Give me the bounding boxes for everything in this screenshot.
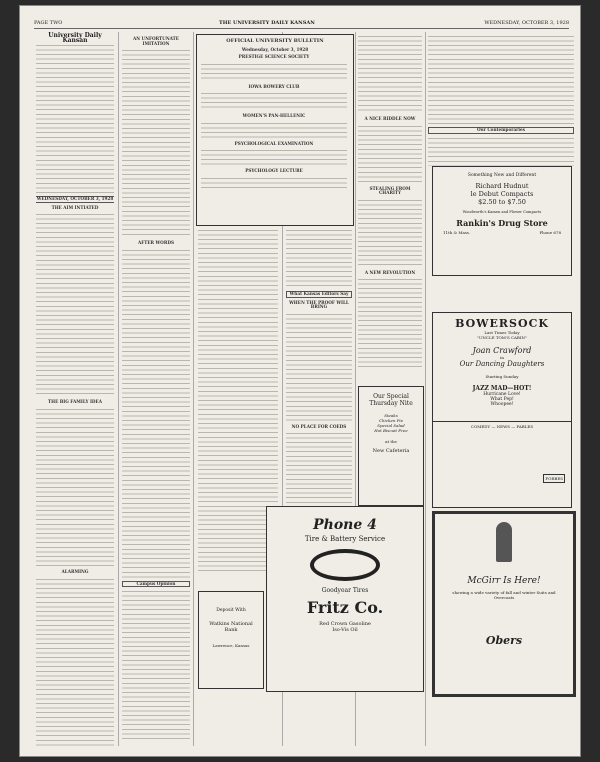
article-column-5: [358, 34, 422, 384]
special-item: Special Salad: [377, 423, 405, 428]
rankin-line: Something New and Different: [467, 173, 537, 178]
fritz-oil: Iso-Vis Oil: [332, 627, 358, 633]
fritz-phone: Phone 4: [313, 517, 377, 533]
rankin-brand: Richard Hudnut: [475, 182, 529, 190]
contemporaries-head: Our Contemporaries: [428, 127, 574, 134]
rankin-note: Woodworth's Kamen and Flower Compacts: [462, 210, 542, 214]
bank-name: Watkins National: [209, 621, 253, 627]
bulletin-title: OFFICIAL UNIVERSITY BULLETIN: [226, 38, 324, 44]
bowersock-line: "UNCLE TOM'S CABIN": [477, 335, 527, 340]
page-header: [34, 20, 569, 29]
fritz-service: Tire & Battery Service: [304, 535, 386, 543]
bulletin-head: PSYCHOLOGY LECTURE: [245, 168, 303, 174]
special-title: Our Special Thursday Nite: [369, 393, 413, 407]
rankin-address: 11th & Mass.: [443, 230, 471, 235]
bulletin-head: WOMEN'S PAN-HELLENIC: [242, 113, 306, 119]
bowersock-ad: [432, 312, 572, 508]
article-head: What Kansas Editors Say: [286, 291, 352, 298]
fritz-ad: [266, 506, 424, 692]
special-item: Hot Biscuit Free: [374, 428, 408, 433]
bowersock-side: FORBES: [545, 476, 563, 481]
article-head: STEALING FROM CHARITY: [369, 185, 411, 196]
mcgirr-shop: Obers: [485, 634, 523, 647]
page-date: WEDNESDAY, OCTOBER 3, 1928: [484, 20, 569, 26]
fritz-gasoline: Red Crown Gasoline: [319, 621, 371, 627]
bowersock-name: BOWERSOCK: [455, 317, 549, 330]
bank-location: Lawrence, Kansas: [212, 643, 250, 648]
page-number: PAGE TWO: [34, 20, 63, 26]
fritz-name: Fritz Co.: [306, 598, 384, 617]
bowersock-line: Hurricane Love!: [483, 392, 521, 397]
fritz-brand: Goodyear Tires: [321, 587, 369, 594]
editorial-head: ALARMING: [61, 568, 89, 574]
special-item: Steaks: [384, 413, 398, 418]
bowersock-bottom: COMEDY — NEWS — FABLES: [433, 421, 571, 429]
masthead-date: WEDNESDAY, OCTOBER 3, 1928: [36, 196, 114, 202]
mcgirr-line: showing a wide variety of fall and winter Suits and Overcoats: [452, 590, 556, 600]
special-place: New Cafeteria: [372, 448, 410, 454]
bowersock-line: Last Times Today: [484, 330, 520, 335]
official-bulletin: [196, 34, 354, 226]
paper-name: THE UNIVERSITY DAILY KANSAN: [219, 20, 315, 26]
editorial-column-2: [122, 34, 190, 739]
rankin-name: Rankin's Drug Store: [456, 218, 548, 228]
mcgirr-ad: [432, 511, 576, 697]
article-head: WHEN THE PROOF WILL BRING: [289, 299, 349, 310]
bulletin-head: IOWA BOWERY CLUB: [248, 83, 300, 89]
bowersock-in: in: [500, 355, 504, 360]
article-head: A NICE RIDDLE NOW: [364, 116, 416, 121]
bowersock-line: Whoopee!: [490, 402, 514, 407]
special-item: Chicken Pie: [378, 418, 404, 423]
article-head: Campus Opinion: [122, 581, 190, 588]
masthead-title: University Daily Kansan: [48, 32, 102, 44]
bowersock-jazz: JAZZ MAD—HOT!: [472, 385, 532, 392]
bowersock-show: Our Dancing Daughters: [459, 360, 545, 368]
bowersock-line: What Pep!: [490, 397, 514, 402]
rankin-ad: [432, 166, 572, 276]
bank-line: Deposit With: [216, 608, 246, 613]
bulletin-date: Wednesday, October 3, 1928: [241, 47, 309, 52]
article-head: NO PLACE FOR COEDS: [291, 423, 347, 429]
article-head: A NEW REVOLUTION: [364, 269, 416, 275]
bowersock-star: Joan Crawford: [472, 346, 532, 355]
bank-name-2: Bank: [224, 627, 238, 633]
article-column-6: [428, 34, 574, 174]
rankin-product: le Debut Compacts: [470, 190, 534, 198]
rankin-phone: Phone 678: [539, 230, 561, 235]
newspaper-page: [20, 6, 580, 756]
mcgirr-title: McGirr Is Here!: [467, 576, 541, 586]
bulletin-head: PRESTIGE SCIENCE SOCIETY: [238, 54, 310, 59]
rankin-price: $2.50 to $7.50: [478, 198, 526, 206]
special-ad: [358, 386, 424, 506]
article-column-4: [286, 228, 352, 508]
bank-ad: [198, 591, 264, 689]
tire-icon: [310, 549, 380, 581]
bulletin-head: PSYCHOLOGICAL EXAMINATION: [234, 140, 314, 146]
bowersock-line: Starting Sunday: [485, 374, 519, 379]
special-at: at the: [385, 439, 397, 444]
figure-icon: [496, 522, 512, 562]
editorial-column: [36, 34, 114, 739]
article-head: AN UNFORTUNATE IMITATION: [133, 36, 179, 46]
article-head: AFTER WORDS: [138, 240, 174, 246]
editorial-head: THE AIM INTIATED: [51, 204, 99, 210]
editorial-head: THE BIG FAMILY IDEA: [48, 399, 102, 405]
